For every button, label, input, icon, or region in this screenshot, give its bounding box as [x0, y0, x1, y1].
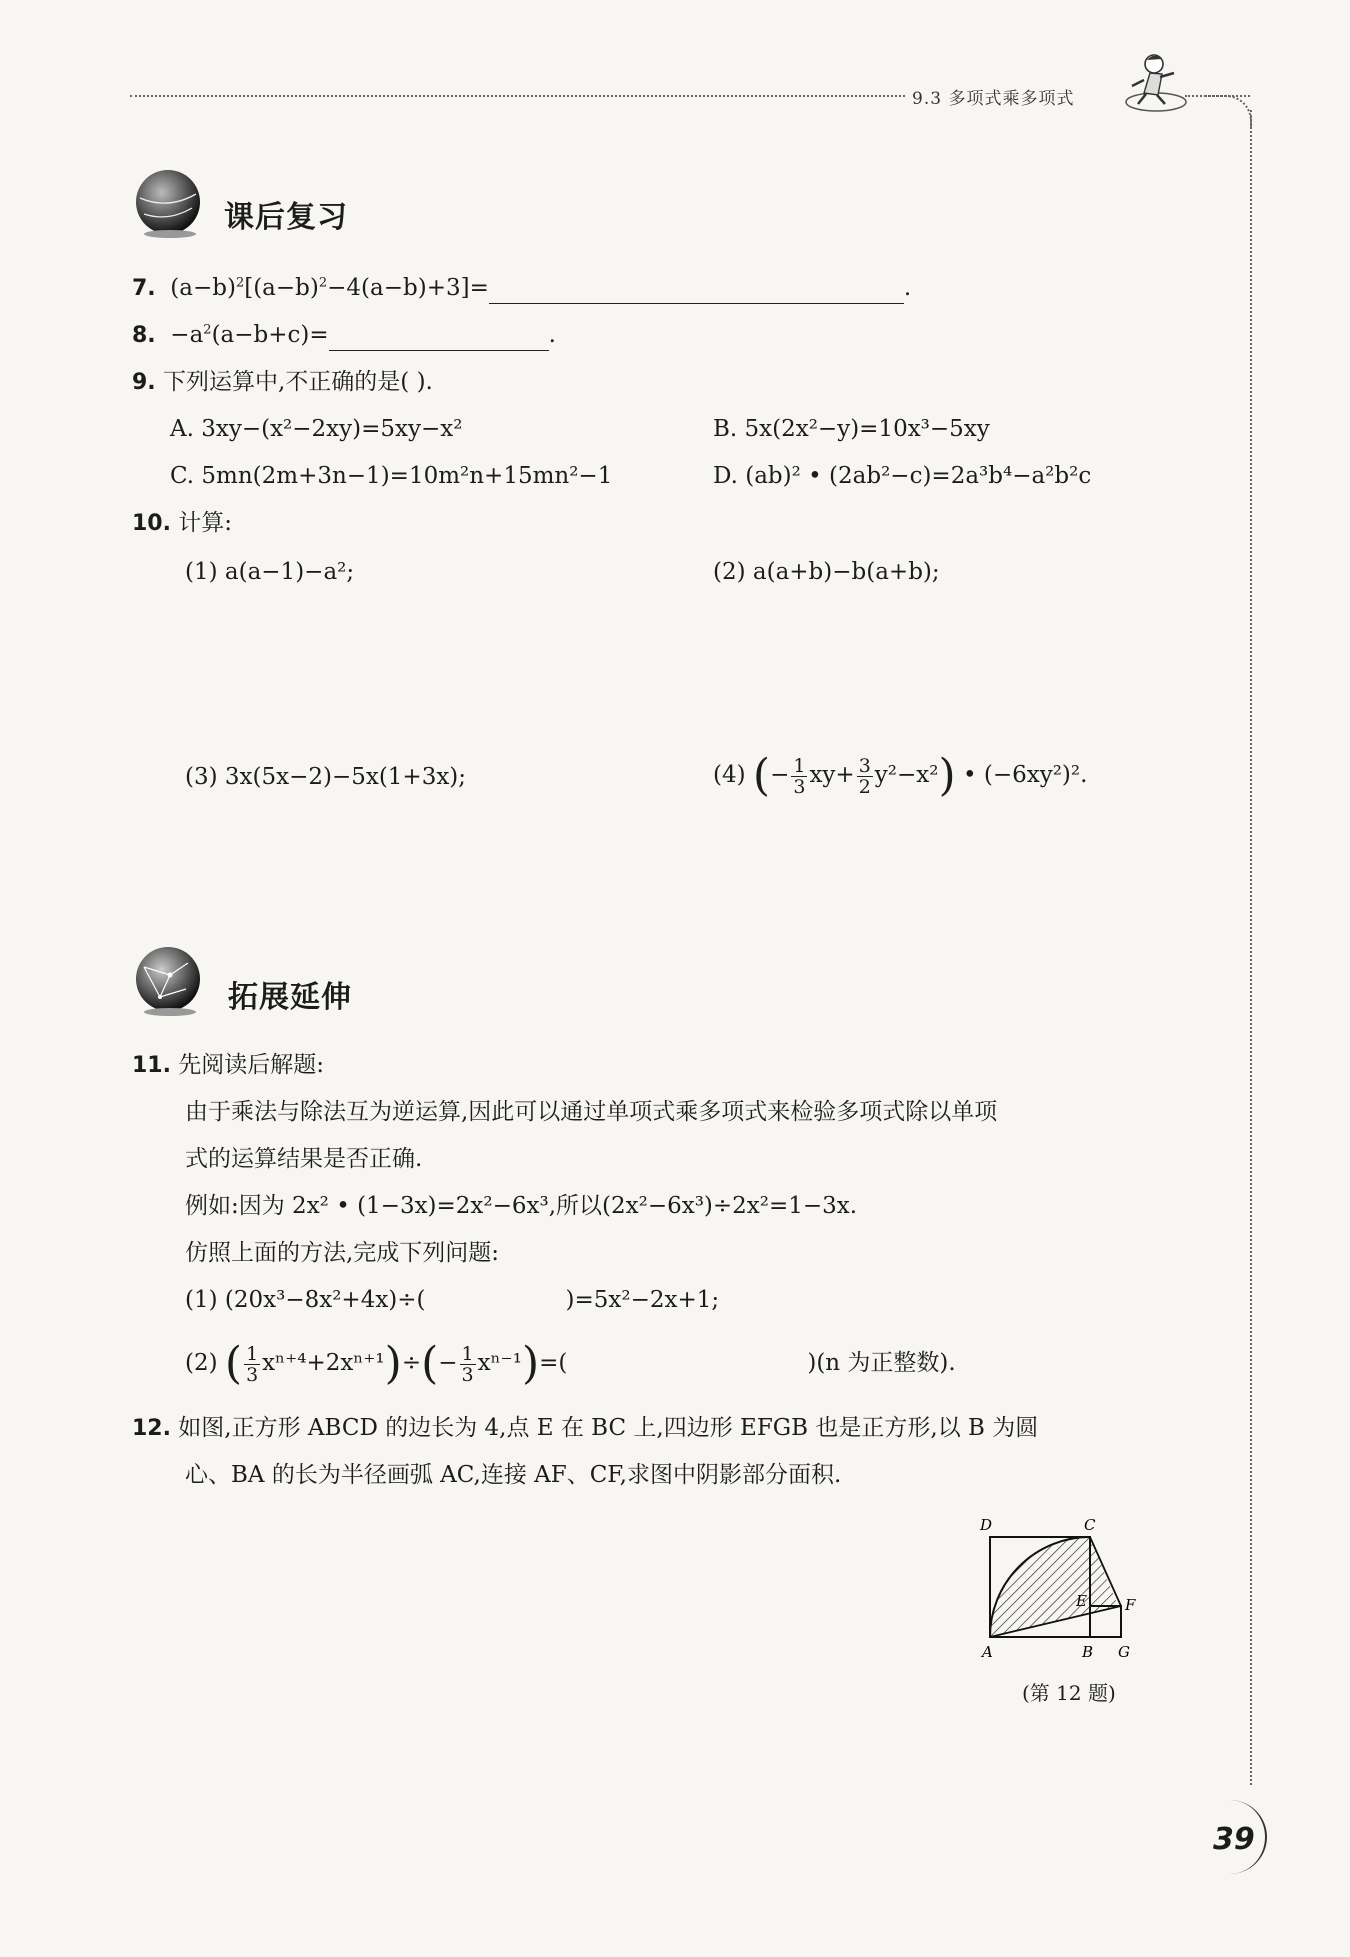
- globe-icon: [132, 168, 204, 240]
- label-d: D: [980, 1516, 993, 1534]
- q11-line-2: 式的运算结果是否正确.: [185, 1146, 423, 1172]
- option-c: C. 5mn(2m+3n−1)=10m²n+15mn²−1: [170, 463, 613, 489]
- option-a: A. 3xy−(x²−2xy)=5xy−x²: [170, 416, 463, 442]
- q11-line-1: 由于乘法与除法互为逆运算,因此可以通过单项式乘多项式来检验多项式除以单项: [185, 1099, 998, 1125]
- question-8: 8. $-a^2(a-b+c)=$ .: [132, 320, 556, 351]
- label-c: C: [1084, 1516, 1096, 1534]
- question-11: 11. 先阅读后解题:: [132, 1052, 325, 1078]
- q11-part-1: (1) (20x³−8x²+4x)÷( )=5x²−2x+1;: [185, 1287, 720, 1313]
- section-title-extension: 拓展延伸: [228, 980, 352, 1015]
- geometry-figure: [978, 1500, 1178, 1670]
- label-f: F: [1125, 1596, 1136, 1614]
- q11-line-3: 例如:因为 2x² • (1−3x)=2x²−6x³,所以(2x²−6x³)÷2x²=1−3x.: [185, 1193, 858, 1219]
- answer-blank[interactable]: [329, 328, 549, 351]
- option-d: D. (ab)² • (2ab²−c)=2a³b⁴−a²b²c: [713, 463, 1092, 489]
- section-title-review: 课后复习: [224, 200, 348, 235]
- label-g: G: [1118, 1643, 1130, 1661]
- boy-mascot-icon: [1120, 52, 1190, 114]
- q10-part-2: (2) a(a+b)−b(a+b);: [713, 559, 940, 585]
- q11-part-2: (2) ( $\frac{1}{3}$ xⁿ⁺⁴+2xⁿ⁺¹)÷(− $\frac{1}{3}$ xⁿ⁻¹)=( )(n 为正整数).: [185, 1338, 956, 1389]
- right-dotted-rule: [1250, 110, 1252, 1785]
- question-9: 9. 下列运算中,不正确的是( ).: [132, 369, 433, 395]
- page-corner-curve: [1205, 95, 1252, 127]
- q12-line-2: 心、BA 的长为半径画弧 AC,连接 AF、CF,求图中阴影部分面积.: [185, 1462, 842, 1488]
- option-b: B. 5x(2x²−y)=10x³−5xy: [713, 416, 990, 442]
- label-e: E: [1076, 1592, 1087, 1610]
- header-dotted-rule: [130, 95, 905, 97]
- question-12: 12. 如图,正方形 ABCD 的边长为 4,点 E 在 BC 上,四边形 EFGB 也是正方形,以 B 为圆: [132, 1415, 1039, 1441]
- q11-line-4: 仿照上面的方法,完成下列问题:: [185, 1240, 500, 1266]
- question-10: 10. 计算:: [132, 510, 233, 536]
- label-b: B: [1082, 1643, 1094, 1661]
- q10-part-4: (4) (− $\frac{1}{3}$ xy+ $\frac{3}{2}$ y²−x²) • (−6xy²)².: [713, 750, 1088, 801]
- q10-part-3: (3) 3x(5x−2)−5x(1+3x);: [185, 764, 467, 790]
- header-section-title: 9.3 多项式乘多项式: [912, 89, 1075, 109]
- globe-network-icon: [130, 945, 206, 1017]
- question-7: 7. $(a-b)^2[(a-b)^2-4(a-b)+3]=$ .: [132, 273, 911, 304]
- q10-part-1: (1) a(a−1)−a²;: [185, 559, 355, 585]
- page-number: 39: [1213, 1822, 1255, 1857]
- figure-caption: (第 12 题): [1022, 1681, 1116, 1705]
- answer-blank[interactable]: [489, 281, 904, 304]
- label-a: A: [982, 1643, 993, 1661]
